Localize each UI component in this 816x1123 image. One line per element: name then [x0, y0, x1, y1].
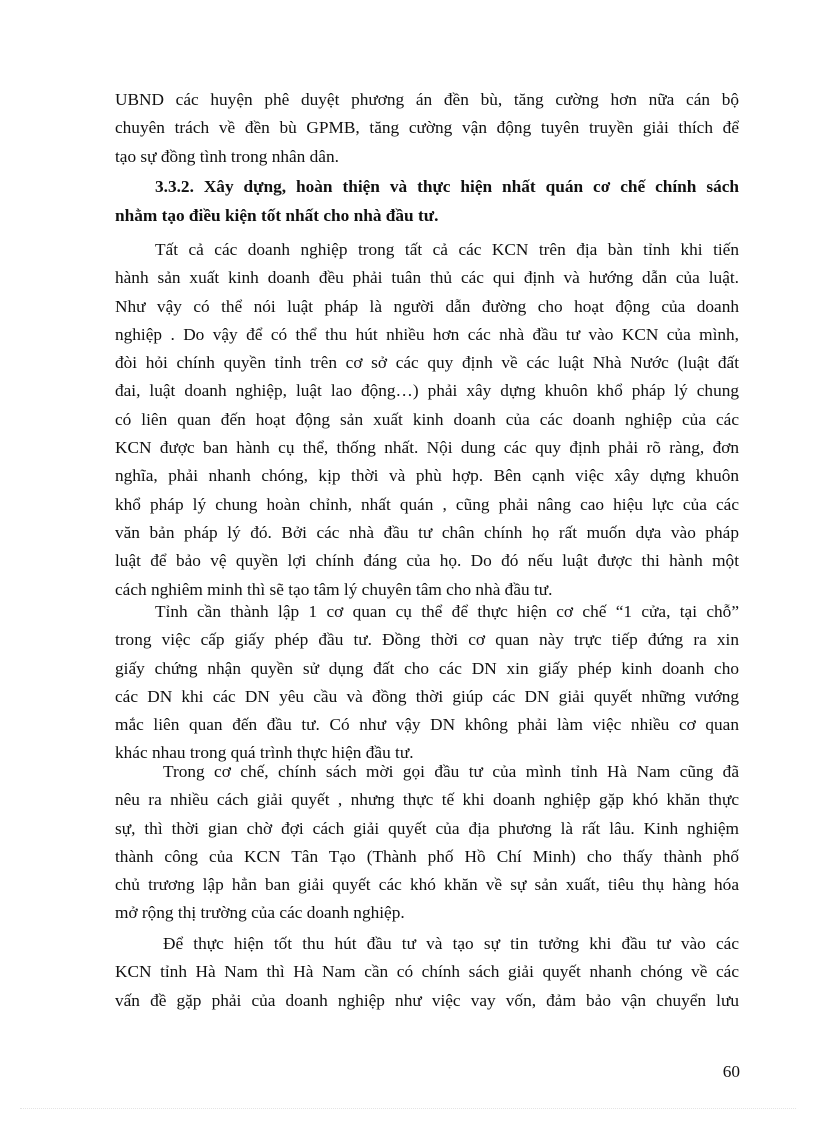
paragraph-investment-trust [115, 930, 739, 1015]
paragraph-ha-nam-policy [115, 758, 739, 928]
section-heading [115, 172, 739, 230]
text-line: trong việc cấp giấy phép đầu tư. Đồng thời cơ quan này trực tiếp đứng ra xin [115, 630, 739, 650]
text-line: Như vậy có thể nói luật pháp là người dẫn đường cho hoạt động của doanh [115, 296, 739, 316]
text-line: thành công của KCN Tân Tạo (Thành phố Hồ Chí Minh) cho thấy thành phố [115, 846, 739, 866]
text-line: văn bản pháp lý đó. Bởi các nhà đầu tư chân chính họ rất muốn dựa vào pháp [115, 522, 739, 542]
paragraph-legal-framework [115, 236, 739, 604]
text-line: nêu ra nhiều cách giải quyết , nhưng thực tế khi doanh nghiệp gặp khó khăn thực [115, 790, 739, 810]
heading-line: nhằm tạo điều kiện tốt nhất cho nhà đầu tư. [115, 206, 439, 225]
page-bottom-divider [20, 1108, 796, 1109]
text-line: khổ pháp lý chung hoàn chỉnh, nhất quán , cũng phải nâng cao hiệu lực của các [115, 494, 739, 514]
heading-line: 3.3.2. Xây dựng, hoàn thiện và thực hiện nhất quán cơ chế chính sách [155, 177, 739, 196]
text-line: có liên quan đến hoạt động sản xuất kinh doanh của các doanh nghiệp của các [115, 409, 739, 429]
text-line: mở rộng thị trường của các doanh nghiệp. [115, 903, 405, 923]
text-line: KCN được ban hành cụ thể, thống nhất. Nội dung các quy định phải rõ ràng, đơn [115, 438, 739, 458]
text-line: UBND các huyện phê duyệt phương án đền bù, tăng cường hơn nữa cán bộ [115, 90, 739, 109]
text-line: khác nhau trong quá trình thực hiện đầu tư. [115, 743, 414, 763]
text-line: Để thực hiện tốt thu hút đầu tư và tạo sự tin tưởng khi đầu tư vào các [163, 934, 739, 953]
text-line: đai, luật doanh nghiệp, luật lao động…) phải xây dựng khuôn khổ pháp lý chung [115, 381, 739, 401]
text-line: cách nghiêm minh thì sẽ tạo tâm lý chuyên tâm cho nhà đầu tư. [115, 579, 553, 599]
page-number: 60 [722, 1062, 740, 1081]
text-line: nghĩa, phải nhanh chóng, kịp thời và phù hợp. Bên cạnh việc xây dựng khuôn [115, 466, 739, 486]
text-line: sự, thì thời gian chờ đợi cách giải quyết của địa phương là rất lâu. Kinh nghiệm [115, 818, 739, 838]
paragraph-gpmb-continuation [115, 86, 739, 171]
text-line: các DN khi các DN yêu cầu và đồng thời giúp các DN giải quyết những vướng [115, 686, 739, 706]
text-line: Trong cơ chế, chính sách mời gọi đầu tư của mình tỉnh Hà Nam cũng đã [163, 762, 739, 781]
text-line: KCN tỉnh Hà Nam thì Hà Nam cần có chính sách giải quyết nhanh chóng về các [115, 962, 739, 982]
text-line: luật để bảo vệ quyền lợi chính đáng của họ. Do đó nếu luật được thi hành một [115, 551, 739, 571]
text-line: nghiệp . Do vậy để có thể thu hút nhiều hơn các nhà đầu tư vào KCN của mình, [115, 324, 739, 344]
text-line: Tỉnh cần thành lập 1 cơ quan cụ thể để thực hiện cơ chế “1 cửa, tại chỗ” [155, 602, 739, 621]
text-line: chủ trương lập hẳn ban giải quyết các khó khăn về sự sản xuất, tiêu thụ hàng hóa [115, 875, 739, 895]
text-line: vấn đề gặp phải của doanh nghiệp như việc vay vốn, đảm bảo vận chuyển lưu [115, 990, 739, 1010]
text-line: Tất cả các doanh nghiệp trong tất cả các KCN trên địa bàn tỉnh khi tiến [155, 240, 739, 259]
text-line: tạo sự đồng tình trong nhân dân. [115, 146, 339, 166]
text-line: chuyên trách về đền bù GPMB, tăng cường vận động tuyên truyền giải thích để [115, 118, 739, 138]
text-line: giấy chứng nhận quyền sử dụng đất cho các DN xin giấy phép kinh doanh cho [115, 658, 739, 678]
text-line: hành sản xuất kinh doanh đều phải tuân thủ các qui định và hướng dẫn của luật. [115, 268, 739, 288]
text-line: mắc liên quan đến đầu tư. Có như vậy DN không phải làm việc nhiều cơ quan [115, 715, 739, 735]
paragraph-one-stop-agency [115, 598, 739, 768]
text-line: đòi hỏi chính quyền tỉnh trên cơ sở các quy định về các luật Nhà Nước (luật đất [115, 353, 739, 373]
